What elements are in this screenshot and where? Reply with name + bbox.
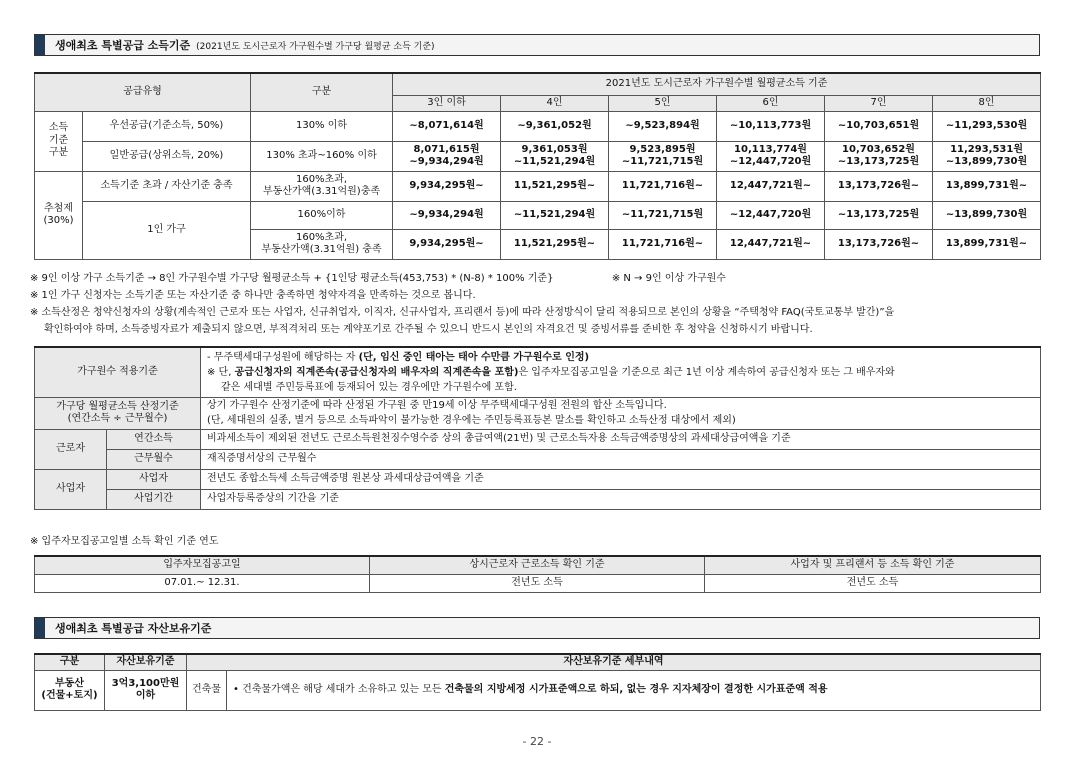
income-value: 11,521,295원~ bbox=[501, 229, 609, 259]
income-value: 13,899,731원~ bbox=[933, 229, 1041, 259]
header-size: 4인 bbox=[501, 95, 609, 111]
row-type: 일반공급(상위소득, 20%) bbox=[83, 141, 251, 171]
row-type: 소득기준 초과 / 자산기준 충족 bbox=[83, 171, 251, 201]
table-row bbox=[35, 347, 1041, 397]
income-value: 10,703,652원 ~13,173,725원 bbox=[825, 141, 933, 171]
label-business-income: 사업자 bbox=[107, 469, 201, 489]
income-value: 11,721,716원~ bbox=[609, 229, 717, 259]
header-asset-limit: 자산보유기준 bbox=[105, 654, 187, 670]
section-subtitle-text: (2021년도 도시근로자 가구원수별 가구당 월평균 소득 기준) bbox=[196, 41, 435, 52]
group-label-income: 소득 기준 구분 bbox=[35, 111, 83, 171]
household-criteria-line: 같은 세대별 주민등록표에 등재되어 있는 경우에만 가구원수에 포함. bbox=[221, 381, 517, 393]
business-income-desc: 전년도 종합소득세 소득금액증명 원본상 과세대상급여액을 기준 bbox=[201, 469, 1041, 489]
header-notice-date: 입주자모집공고일 bbox=[35, 556, 370, 574]
income-value: 9,523,895원 ~11,721,715원 bbox=[609, 141, 717, 171]
header-supply-type: 공급유형 bbox=[35, 73, 251, 111]
note-single-household: ※ 1인 가구 신청자는 소득기준 또는 자산기준 중 하나만 충족하면 청약자격을 만족하는 것으로 봅니다. bbox=[30, 290, 476, 301]
table-row bbox=[35, 469, 1041, 489]
income-value: 12,447,721원~ bbox=[717, 171, 825, 201]
income-value: ~10,703,651원 bbox=[825, 111, 933, 141]
household-criteria-line: ※ 단, 공급신청자의 직계존속(공급신청자의 배우자의 직계존속을 포함)은 입주자모집공고일을 기준으로 최근 1년 이상 계속하여 공급신청자 또는 그 배우자와 bbox=[207, 366, 895, 378]
label-business-period: 사업기간 bbox=[107, 489, 201, 509]
header-freelancer-basis: 사업자 및 프리랜서 등 소득 확인 기준 bbox=[705, 556, 1041, 574]
income-value: 11,521,295원~ bbox=[501, 171, 609, 201]
income-value: ~8,071,614원 bbox=[393, 111, 501, 141]
note-year-basis: ※ 입주자모집공고일별 소득 확인 기준 연도 bbox=[30, 536, 219, 547]
row-division: 130% 이하 bbox=[251, 111, 393, 141]
table-row bbox=[35, 574, 1041, 592]
table-row bbox=[35, 397, 1041, 429]
asset-limit: 3억3,100만원 이하 bbox=[105, 670, 187, 710]
criteria-table bbox=[34, 346, 1041, 510]
income-value: ~9,523,894원 bbox=[609, 111, 717, 141]
income-value: 13,899,731원~ bbox=[933, 171, 1041, 201]
income-value: ~11,293,530원 bbox=[933, 111, 1041, 141]
label-worker-income: 연간소득 bbox=[107, 429, 201, 449]
label-business: 사업자 bbox=[35, 469, 107, 509]
note-9plus-formula: ※ 9인 이상 가구 소득기준 → 8인 가구원수별 가구당 월평균소득 + {1인당 평균소득(453,753) * (N-8) * 100% 기준} bbox=[30, 273, 554, 284]
income-value: ~9,361,052원 bbox=[501, 111, 609, 141]
section-title-text: 생애최초 특별공급 소득기준 bbox=[55, 39, 191, 52]
income-value: ~13,173,725원 bbox=[825, 201, 933, 229]
section-title-income bbox=[34, 34, 1040, 56]
table-row bbox=[35, 449, 1041, 469]
table-row bbox=[35, 489, 1041, 509]
section-title-bar bbox=[35, 35, 45, 55]
income-value: 13,173,726원~ bbox=[825, 171, 933, 201]
row-division: 130% 초과~160% 이하 bbox=[251, 141, 393, 171]
header-income-group: 2021년도 도시근로자 가구원수별 월평균소득 기준 bbox=[393, 73, 1041, 95]
worker-months-desc: 재직증명서상의 근무월수 bbox=[201, 449, 1041, 469]
income-value: ~11,521,294원 bbox=[501, 201, 609, 229]
worker-income-desc: 비과세소득이 제외된 전년도 근로소득원천징수영수증 상의 총급여액(21번) 및 근로소득자용 소득금액증명상의 과세대상급여액을 기준 bbox=[201, 429, 1041, 449]
header-division: 구분 bbox=[251, 73, 393, 111]
income-value: ~10,113,773원 bbox=[717, 111, 825, 141]
household-criteria-line: - 무주택세대구성원에 해당하는 자 (단, 임신 중인 태아는 태아 수만큼 가구원수로 인정) bbox=[207, 351, 590, 363]
group-label-lottery: 추첨제 (30%) bbox=[35, 171, 83, 259]
note-income-calc-1: ※ 소득산정은 청약신청자의 상황(계속적인 근로자 또는 사업자, 신규취업자, 이직자, 신규사업자, 프리랜서 등)에 따라 산정방식이 달리 적용되므로 본인의 상황을 “주택청약 FAQ(국토교통부 발간)”을 bbox=[30, 307, 895, 318]
row-division: 160%이하 bbox=[251, 201, 393, 229]
table-row bbox=[35, 429, 1041, 449]
asset-detail-bold: 건축물의 지방세정 시가표준액으로 하되, 없는 경우 지자체장이 결정한 시가표준액 적용 bbox=[444, 683, 828, 695]
income-value: 9,934,295원~ bbox=[393, 171, 501, 201]
asset-table bbox=[34, 653, 1041, 711]
row-division: 160%초과, 부동산가액(3.31억원) 충족 bbox=[251, 229, 393, 259]
monthly-income-exception: (단, 세대원의 실종, 별거 등으로 소득파악이 불가능한 경우에는 주민등록표등본 말소를 확인하고 소득산정 대상에서 제외) bbox=[207, 415, 736, 426]
table-row bbox=[35, 201, 1041, 229]
header-worker-basis: 상시근로자 근로소득 확인 기준 bbox=[370, 556, 705, 574]
row-division: 160%초과, 부동산가액(3.31억원)충족 bbox=[251, 171, 393, 201]
table-row bbox=[35, 141, 1041, 171]
header-asset-detail: 자산보유기준 세부내역 bbox=[187, 654, 1041, 670]
income-value: 11,293,531원 ~13,899,730원 bbox=[933, 141, 1041, 171]
worker-basis-value: 전년도 소득 bbox=[370, 574, 705, 592]
income-value: 13,173,726원~ bbox=[825, 229, 933, 259]
note-n-definition: ※ N → 9인 이상 가구원수 bbox=[611, 273, 726, 284]
header-size: 6인 bbox=[717, 95, 825, 111]
header-size: 8인 bbox=[933, 95, 1041, 111]
page-number: - 22 - bbox=[522, 735, 552, 748]
label-monthly-income-formula: (연간소득 ÷ 근무월수) bbox=[67, 413, 168, 424]
table-row bbox=[35, 171, 1041, 201]
income-value: 8,071,615원 ~9,934,294원 bbox=[393, 141, 501, 171]
income-table bbox=[34, 72, 1041, 260]
income-value: ~11,721,715원 bbox=[609, 201, 717, 229]
business-period-desc: 사업자등록증상의 기간을 기준 bbox=[201, 489, 1041, 509]
section-title-bar bbox=[35, 618, 45, 638]
note-9plus bbox=[30, 271, 726, 287]
asset-category: 부동산 (건물+토지) bbox=[35, 670, 105, 710]
income-value: 10,113,774원 ~12,447,720원 bbox=[717, 141, 825, 171]
header-size: 7인 bbox=[825, 95, 933, 111]
year-table bbox=[34, 555, 1041, 593]
section-title-text: 생애최초 특별공급 자산보유기준 bbox=[55, 622, 212, 635]
header-size: 5인 bbox=[609, 95, 717, 111]
row-type: 1인 가구 bbox=[83, 201, 251, 259]
section-title-asset bbox=[34, 617, 1040, 639]
notice-date-value: 07.01.~ 12.31. bbox=[35, 574, 370, 592]
income-value: ~9,934,294원 bbox=[393, 201, 501, 229]
label-monthly-income: 가구당 월평균소득 산정기준 bbox=[56, 400, 179, 412]
income-value: ~13,899,730원 bbox=[933, 201, 1041, 229]
note-income-calc-2: 확인하여야 하며, 소득증빙자료가 제출되지 않으면, 부적격처리 또는 계약포기로 간주될 수 있으니 반드시 본인의 자격요건 및 증빙서류를 준비한 후 청약을 신청하시기 바랍니다. bbox=[44, 324, 813, 335]
asset-type: 건축물 bbox=[187, 670, 227, 710]
income-value: 9,934,295원~ bbox=[393, 229, 501, 259]
label-worker: 근로자 bbox=[35, 429, 107, 469]
header-size: 3인 이하 bbox=[393, 95, 501, 111]
monthly-income-desc: 상기 가구원수 산정기준에 따라 산정된 가구원 중 만19세 이상 무주택세대구성원 전원의 합산 소득입니다. bbox=[207, 400, 667, 411]
income-value: ~12,447,720원 bbox=[717, 201, 825, 229]
header-category: 구분 bbox=[35, 654, 105, 670]
table-row bbox=[35, 111, 1041, 141]
income-value: 9,361,053원 ~11,521,294원 bbox=[501, 141, 609, 171]
label-household-criteria: 가구원수 적용기준 bbox=[35, 347, 201, 397]
table-row bbox=[35, 670, 1041, 710]
row-type: 우선공급(기준소득, 50%) bbox=[83, 111, 251, 141]
asset-detail-text: • 건축물가액은 해당 세대가 소유하고 있는 모든 bbox=[233, 683, 445, 695]
income-value: 12,447,721원~ bbox=[717, 229, 825, 259]
freelancer-basis-value: 전년도 소득 bbox=[705, 574, 1041, 592]
label-worker-months: 근무월수 bbox=[107, 449, 201, 469]
income-value: 11,721,716원~ bbox=[609, 171, 717, 201]
